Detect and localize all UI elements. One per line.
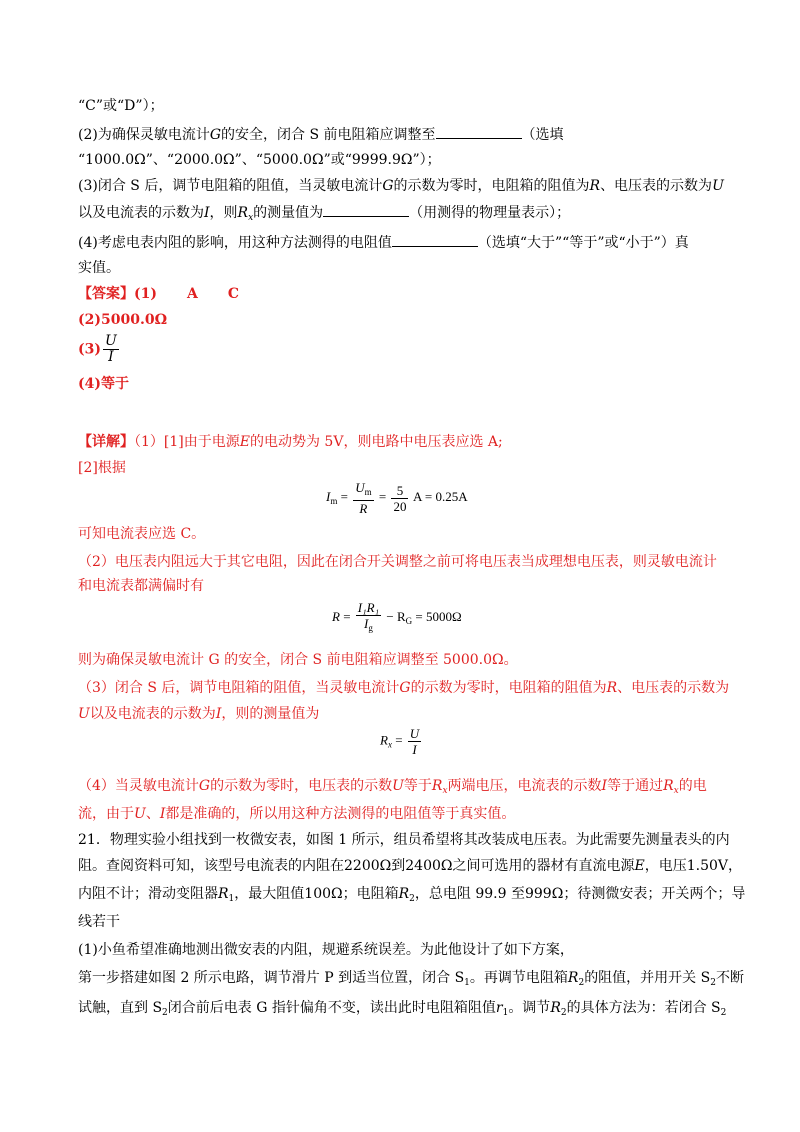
text: 的示数为零时，电压表的示数 xyxy=(210,778,393,794)
text: 内阻不计；滑动变阻器 xyxy=(78,886,218,902)
symbol-U: U xyxy=(134,806,146,822)
text: 第一步搭建如图 2 所示电路，调节滑片 P 到适当位置，闭合 S xyxy=(78,970,465,986)
symbol-U: U xyxy=(392,778,404,794)
equation-2: R = $\frac{\text{I₁R₁}}{I_g}$ − $R_G = 5000\Omega$ xyxy=(332,600,462,636)
subscript-2: 2 xyxy=(720,1008,727,1018)
subscript-2: 2 xyxy=(409,894,415,904)
detail-line-2 xyxy=(78,458,126,478)
symbol-R2: R xyxy=(567,970,579,986)
answer-label: 【答案】 xyxy=(78,286,134,302)
text: ，最大阻值 xyxy=(234,886,305,902)
q-line-5 xyxy=(78,202,570,228)
text: 则为确保灵敏电流计 G 的安全，闭合 S 前电阻箱应调整至 5000.0Ω。 xyxy=(78,652,518,668)
text: 到 xyxy=(391,858,406,874)
text: 的阻值，并用开关 S xyxy=(584,970,711,986)
q-line-4 xyxy=(78,176,724,196)
denominator: R xyxy=(359,501,368,516)
text: ， xyxy=(728,858,743,874)
subscript-1: 1 xyxy=(464,978,470,988)
text: 可知电流表应选 C。 xyxy=(78,526,206,542)
text: 试触，直到 S xyxy=(78,1000,163,1016)
text: 、电压表的示数为 xyxy=(600,178,713,194)
text: 等于 xyxy=(403,778,432,794)
symbol-U: U xyxy=(78,706,90,722)
text: 都是准确的，所以用这种方法测得的电阻值等于真实值。 xyxy=(165,806,516,822)
q-line-2 xyxy=(78,124,564,145)
text: 闭合前后电表 G 指针偏角不变，读出此时电阻箱阻值 xyxy=(167,1000,496,1016)
text: 的示数为零时，电阻箱的阻值为 xyxy=(393,178,590,194)
answer-line-2 xyxy=(78,310,167,330)
text: 等于通过 xyxy=(607,778,664,794)
text: （用测得的物理量表示）； xyxy=(409,205,571,221)
eq-result: A = 0.25A xyxy=(413,488,468,504)
answer-line-3 xyxy=(78,334,121,365)
text: 两端电压，电流表的示数 xyxy=(447,778,602,794)
symbol-R2: R xyxy=(398,886,410,902)
eq-fraction xyxy=(391,483,408,514)
subscript-2: 2 xyxy=(560,1008,567,1018)
symbol-I: I xyxy=(159,806,166,822)
q21-line-4 xyxy=(78,912,120,932)
text: （3）闭合 S 后，调节电阻箱的阻值，当灵敏电流计 xyxy=(78,680,400,696)
text: 以及电流表的示数为 xyxy=(89,706,216,722)
detail-line-10 xyxy=(78,804,515,824)
text: 不断 xyxy=(715,970,744,986)
text: 。再调节电阻箱 xyxy=(469,970,568,986)
text: (3)闭合 S 后，调节电阻箱的阻值，当灵敏电流计 xyxy=(78,178,383,194)
text: 和电流表都满偏时有 xyxy=(78,578,204,594)
text: 的安全，闭合 S 前电阻箱应调整至 xyxy=(221,127,436,143)
q21-line-5 xyxy=(78,940,574,960)
symbol-Rx: R xyxy=(237,205,249,221)
eq-fraction xyxy=(353,480,373,516)
equation-1 xyxy=(326,480,468,516)
fraction-U-over-I xyxy=(103,334,119,365)
symbol-E: E xyxy=(239,434,250,450)
eq-term: − R xyxy=(386,608,406,624)
text: (2)5000.0Ω xyxy=(78,312,168,328)
text: （4）当灵敏电流计 xyxy=(78,778,199,794)
answer-line-4 xyxy=(78,374,129,394)
eq-sub: g xyxy=(368,623,373,633)
value: 100Ω xyxy=(304,886,343,902)
detail-line-1 xyxy=(78,432,503,452)
eq-sign: = xyxy=(378,488,387,504)
text: 线若干 xyxy=(78,914,120,930)
text: 的测量值为 xyxy=(253,205,324,221)
text: (4)考虑电表内阻的影响，用这种方法测得的电阻值 xyxy=(78,235,392,251)
q21-line-7 xyxy=(78,998,726,1023)
text: 以及电流表的示数为 xyxy=(78,205,204,221)
eq-term: R xyxy=(380,732,388,748)
text: ；待测微安表；开关两个；导 xyxy=(563,886,746,902)
text: ，则的测量值为 xyxy=(221,706,320,722)
detail-line-9 xyxy=(78,776,707,801)
symbol-r1: r xyxy=(495,1000,503,1016)
symbol-E: E xyxy=(634,858,645,874)
text: 。调节 xyxy=(508,1000,551,1016)
symbol-R: R xyxy=(606,680,618,696)
subscript-2: 2 xyxy=(578,978,585,988)
text: (2)为确保灵敏电流计 xyxy=(78,127,210,143)
eq-term: I xyxy=(326,488,331,504)
text: (3) xyxy=(78,341,101,358)
symbol-R: R xyxy=(589,178,601,194)
symbol-I: I xyxy=(601,778,608,794)
detail-line-5 xyxy=(78,576,204,596)
eq-sub: m xyxy=(330,495,338,506)
denominator: I xyxy=(108,349,114,365)
numerator: 5 xyxy=(391,483,408,499)
eq-sign: = xyxy=(340,488,348,504)
eq-result: = 5000Ω xyxy=(415,608,462,624)
subscript-1: 1 xyxy=(502,1008,509,1018)
value: 2200Ω xyxy=(344,858,392,874)
text: 的示数为零时，电阻箱的阻值为 xyxy=(410,680,607,696)
text: （选填 xyxy=(521,127,564,143)
text: (1) xyxy=(134,286,157,302)
denominator: I xyxy=(364,616,369,631)
subscript-x: x xyxy=(248,213,254,223)
numerator: U xyxy=(355,480,365,495)
q-line-6 xyxy=(78,232,689,253)
detail-label: 【详解】 xyxy=(78,434,134,450)
symbol-Rx: R xyxy=(431,778,443,794)
subscript-1: 1 xyxy=(228,894,235,904)
value: 1.50V xyxy=(686,858,729,874)
eq-fraction xyxy=(356,600,381,636)
text: 的电动势为 5V，则电路中电压表应选 A; xyxy=(249,434,503,450)
answer-value: C xyxy=(227,286,240,302)
subscript-2: 2 xyxy=(710,978,716,988)
text: 21．物理实验小组找到一枚微安表，如图 1 所示，组员希望将其改装成电压表。为此需要先测量表头的内 xyxy=(78,832,730,848)
symbol-R2: R xyxy=(550,1000,561,1016)
text: （1）[1]由于电源 xyxy=(134,434,240,450)
q21-line-2 xyxy=(78,856,742,876)
q21-line-6 xyxy=(78,968,744,993)
symbol-G: G xyxy=(399,680,411,696)
text: ；电阻箱 xyxy=(342,886,399,902)
symbol-U: U xyxy=(712,178,724,194)
value: 999Ω xyxy=(524,886,564,902)
symbol-I: I xyxy=(215,706,222,722)
answer-blank[interactable] xyxy=(436,124,522,139)
subscript-x: x xyxy=(442,786,448,796)
answer-blank[interactable] xyxy=(323,202,409,217)
text: ，总电阻 99.9 至 xyxy=(414,886,525,902)
text: （选填“大于”“等于”或“小于”）真 xyxy=(477,235,689,251)
value: 2400Ω xyxy=(405,858,453,874)
eq-term: R xyxy=(332,608,340,624)
text: 流，由于 xyxy=(78,806,134,822)
symbol-R1: R xyxy=(218,886,229,902)
q21-line-1 xyxy=(78,830,730,850)
text: ，则 xyxy=(209,205,238,221)
text: 阻。查阅资料可知，该型号电流表的内阻在 xyxy=(78,858,344,874)
text: (4)等于 xyxy=(78,376,129,392)
eq-sub: G xyxy=(405,615,413,626)
eq-sub: x xyxy=(387,739,392,750)
symbol-Rx: R xyxy=(663,778,674,794)
numerator: U xyxy=(409,726,420,741)
text: [2]根据 xyxy=(78,460,126,476)
eq-fraction xyxy=(408,726,421,757)
subscript-x: x xyxy=(673,786,679,796)
text: 之间可选用的器材有直流电源 xyxy=(452,858,635,874)
detail-line-6 xyxy=(78,650,518,670)
symbol-I: I xyxy=(204,205,210,221)
text: （2）电压表内阻远大于其它电阻，因此在闭合开关调整之前可将电压表当成理想电压表，则灵敏电流计 xyxy=(78,554,717,570)
text: 、 xyxy=(145,806,160,822)
answer-blank[interactable] xyxy=(392,232,478,247)
text: 实值。 xyxy=(78,260,120,276)
denominator: I xyxy=(412,742,417,757)
q-line-7 xyxy=(78,258,120,278)
equation-3: $R_x$ = $\frac{U}{I}$ xyxy=(380,726,420,757)
denominator: 20 xyxy=(393,498,407,514)
text: 的具体方法为：若闭合 S xyxy=(566,1000,721,1016)
q-line-1 xyxy=(78,96,164,116)
text: (1)小鱼希望准确地测出微安表的内阻，规避系统误差。为此他设计了如下方案， xyxy=(78,942,574,958)
symbol-G: G xyxy=(209,127,222,143)
text: 、电压表的示数为 xyxy=(617,680,730,696)
numerator: I₁R₁ xyxy=(357,600,380,615)
subscript-2: 2 xyxy=(162,1008,168,1018)
q-line-3 xyxy=(78,150,441,170)
text: “C”或“D”）； xyxy=(78,98,164,114)
numerator: U xyxy=(105,333,117,349)
eq-sub: m xyxy=(364,487,372,497)
text: “1000.0Ω”、“2000.0Ω”、“5000.0Ω”或“9999.9Ω”）； xyxy=(78,152,441,168)
answer-line-1 xyxy=(78,284,239,304)
q21-line-3 xyxy=(78,884,745,909)
answer-value: A xyxy=(187,286,198,302)
symbol-G: G xyxy=(198,778,211,794)
symbol-G: G xyxy=(382,178,394,194)
detail-line-4 xyxy=(78,552,717,572)
detail-line-3 xyxy=(78,524,205,544)
detail-line-7 xyxy=(78,678,729,698)
detail-line-8 xyxy=(78,704,319,724)
text: ，电压 xyxy=(644,858,687,874)
text: 的电 xyxy=(678,778,707,794)
